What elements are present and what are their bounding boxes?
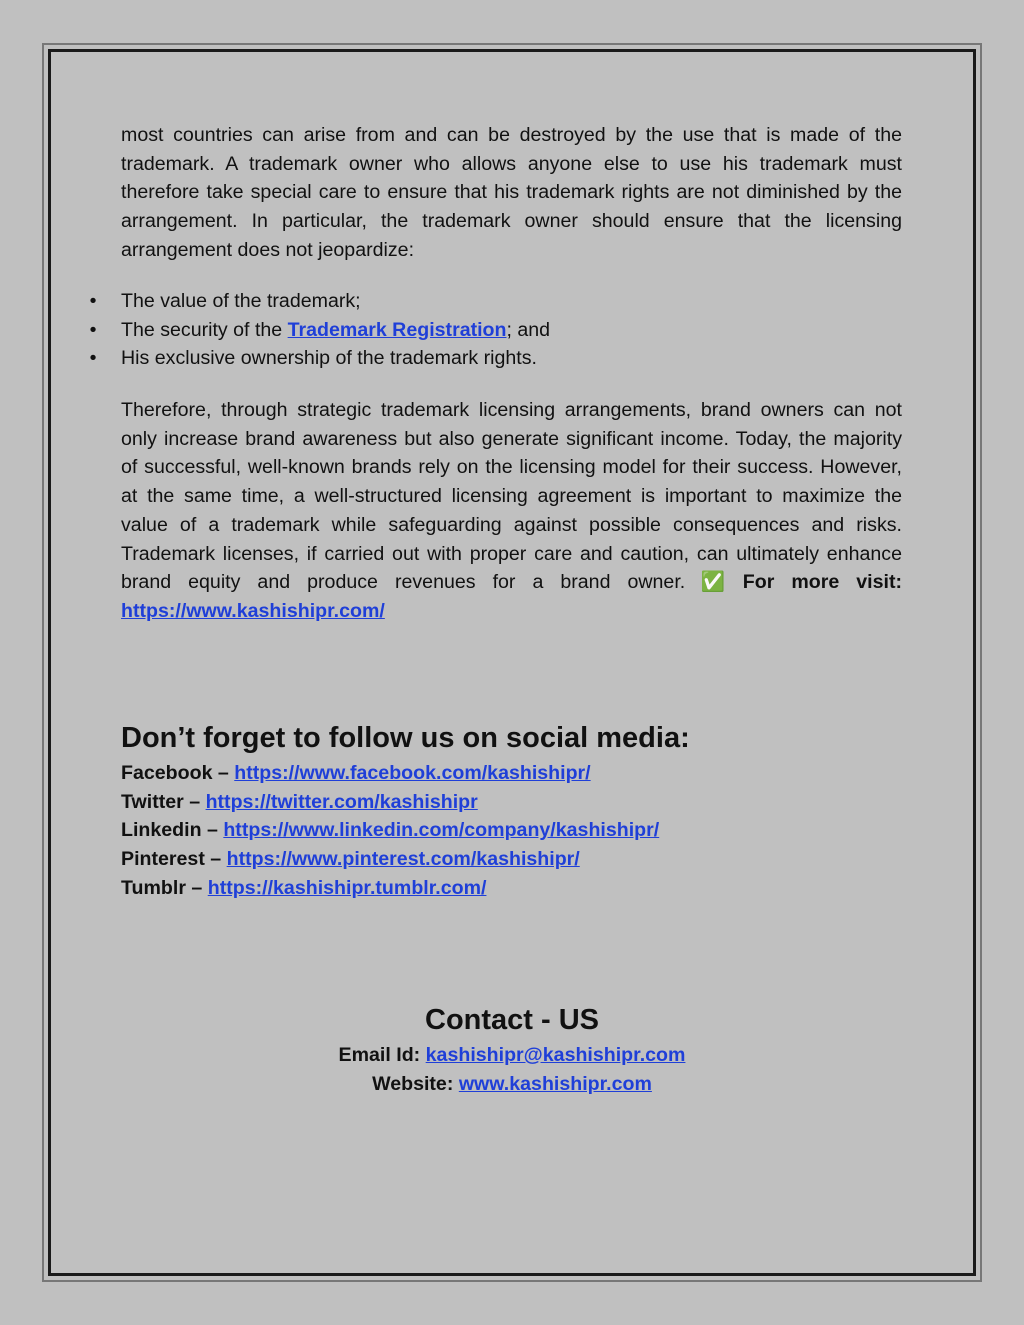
list-item bbox=[89, 316, 902, 345]
bullet-icon: • bbox=[89, 347, 97, 370]
tumblr-link[interactable]: https://kashishipr.tumblr.com/ bbox=[207, 876, 487, 899]
social-heading: Don’t forget to follow us on social media: bbox=[121, 722, 690, 754]
social-item-linkedin bbox=[121, 816, 659, 845]
social-links-list bbox=[121, 759, 659, 903]
bullet-text: The value of the trademark; bbox=[121, 290, 361, 312]
check-icon: ✅ bbox=[689, 571, 737, 594]
social-item-pinterest bbox=[121, 845, 659, 874]
social-label: Tumblr – bbox=[121, 876, 208, 899]
facebook-link[interactable]: https://www.facebook.com/kashishipr/ bbox=[234, 762, 591, 784]
bullet-icon: • bbox=[89, 290, 97, 312]
intro-paragraph: most countries can arise from and can be destroyed by the use that is made of the trademark. A trademark owner who allows anyone else to use his trademark must therefore take special care to ensure that his trademark rights are not diminished by the arrangement. In particular, the trademark owner should ensure that the licensing arrangement does not jeopardize: bbox=[121, 124, 902, 261]
conclusion-paragraph bbox=[121, 396, 902, 626]
social-item-facebook bbox=[121, 759, 659, 788]
social-label: Pinterest – bbox=[121, 848, 227, 871]
twitter-link[interactable]: https://twitter.com/kashishipr bbox=[205, 790, 478, 813]
trademark-registration-link[interactable]: Trademark Registration bbox=[287, 318, 507, 341]
bullet-list bbox=[89, 287, 902, 373]
social-label: Twitter – bbox=[121, 790, 206, 813]
bullet-text: His exclusive ownership of the trademark rights. bbox=[121, 347, 537, 370]
conclusion-text: Therefore, through strategic trademark licensing arrangements, brand owners can not only increase brand awareness but also generate significant income. Today, the majority of successful, well-known brands rely on the licensing model for their success. However, at the same time, a well-structured licensing agreement is important to maximize the value of a trademark while safeguarding against possible consequences and risks. Trademark licenses, if carried out with proper care and caution, can ultimately enhance brand equity and produce revenues for a brand owner. bbox=[121, 399, 902, 594]
social-item-twitter bbox=[121, 788, 659, 817]
social-label: Facebook – bbox=[121, 762, 235, 784]
contact-details bbox=[0, 1041, 1024, 1098]
more-visit-label: For more visit: bbox=[742, 571, 902, 594]
contact-email-row bbox=[0, 1041, 1024, 1070]
social-item-tumblr bbox=[121, 874, 659, 903]
pinterest-link[interactable]: https://www.pinterest.com/kashishipr/ bbox=[226, 848, 580, 871]
website-label: Website: bbox=[372, 1072, 459, 1095]
bullet-icon: • bbox=[89, 318, 97, 341]
more-visit-link[interactable]: https://www.kashishipr.com/ bbox=[121, 599, 385, 622]
bullet-text-prefix: The security of the bbox=[121, 318, 288, 341]
list-item bbox=[89, 344, 902, 373]
social-label: Linkedin – bbox=[121, 819, 224, 842]
contact-website-row bbox=[0, 1070, 1024, 1099]
bullet-text-suffix: ; and bbox=[506, 318, 551, 341]
email-link[interactable]: kashishipr@kashishipr.com bbox=[425, 1044, 686, 1066]
list-item bbox=[89, 287, 902, 316]
linkedin-link[interactable]: https://www.linkedin.com/company/kashishipr/ bbox=[223, 819, 660, 842]
website-link[interactable]: www.kashishipr.com bbox=[458, 1072, 652, 1095]
email-label: Email Id: bbox=[338, 1044, 426, 1066]
contact-title: Contact - US bbox=[425, 1004, 599, 1036]
